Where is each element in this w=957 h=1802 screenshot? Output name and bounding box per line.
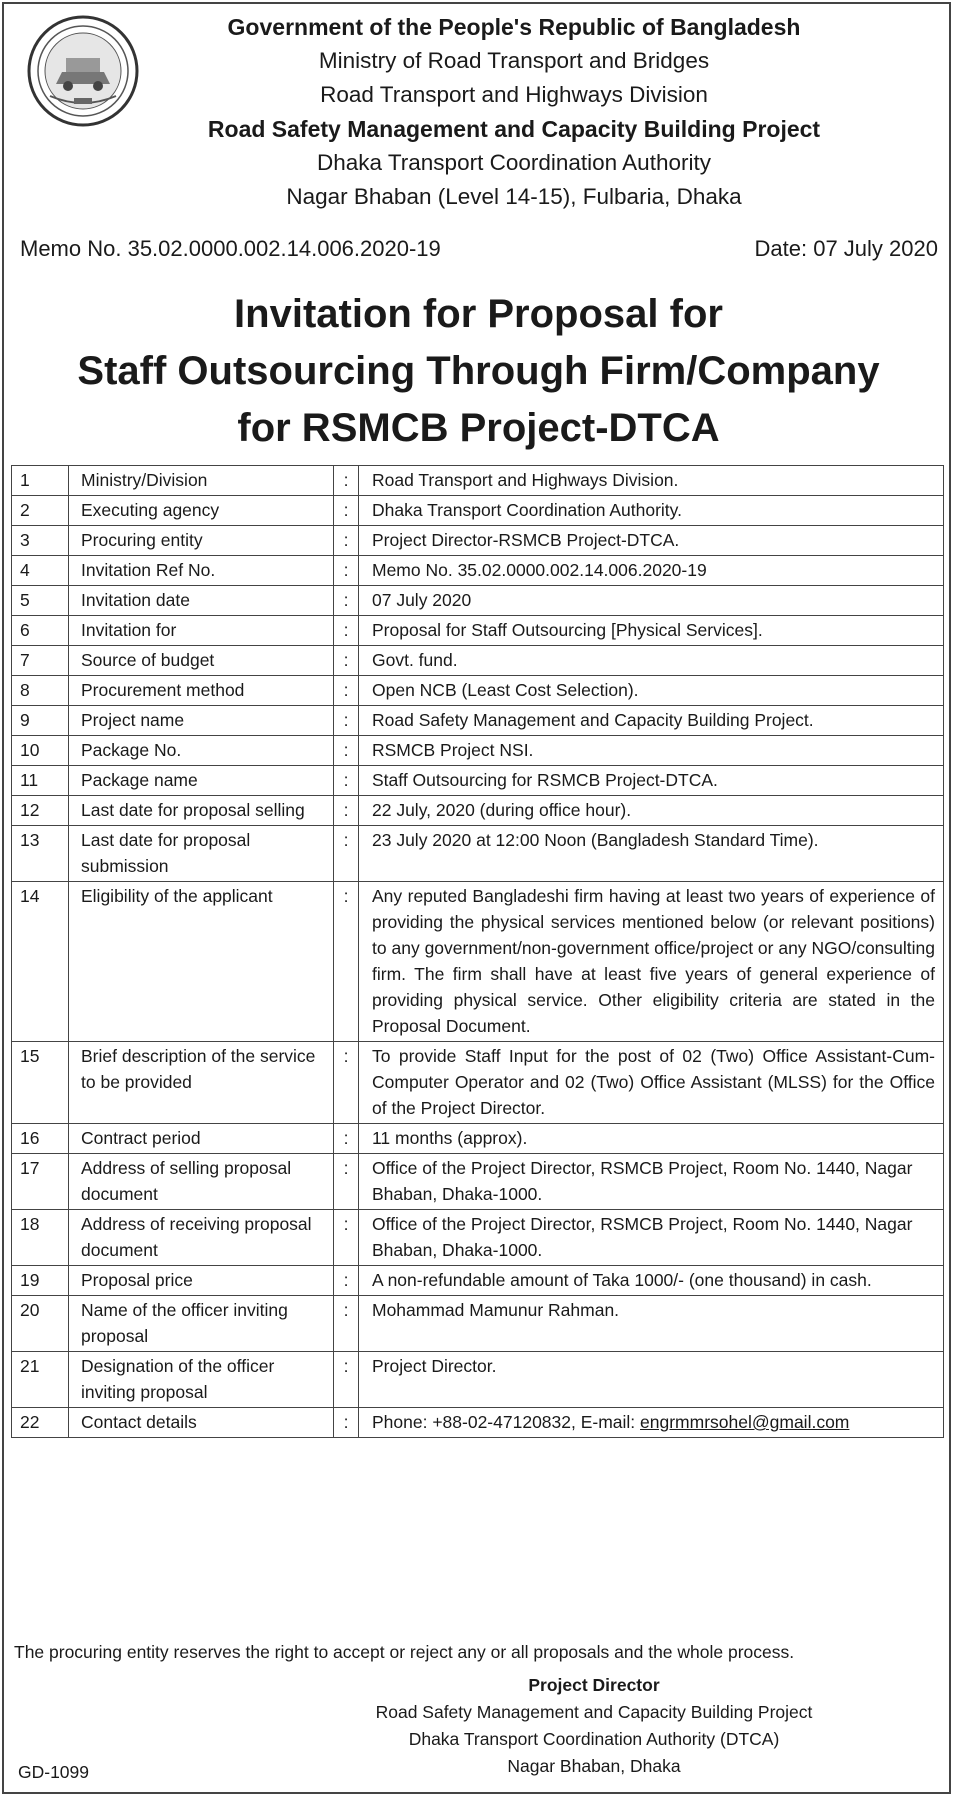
gd-code: GD-1099: [18, 1762, 90, 1782]
row-label: Designation of the officer inviting proposal: [69, 1352, 334, 1408]
row-label: Package name: [69, 766, 334, 796]
contact-email-link[interactable]: engrmmrsohel@gmail.com: [640, 1412, 850, 1432]
row-separator: :: [334, 466, 359, 496]
row-number: 9: [12, 706, 69, 736]
row-value: Staff Outsourcing for RSMCB Project-DTCA.: [359, 766, 944, 796]
row-label: Last date for proposal selling: [69, 796, 334, 826]
row-number: 16: [12, 1124, 69, 1154]
row-number: 13: [12, 826, 69, 882]
row-value: Road Transport and Highways Division.: [359, 466, 944, 496]
table-row: [12, 616, 944, 646]
row-value: Project Director-RSMCB Project-DTCA.: [359, 526, 944, 556]
row-value: To provide Staff Input for the post of 02 (Two) Office Assistant-Cum-Computer Operator and 02 (Two) Office Assistant (MLSS) for the Office of the Project Director.: [359, 1042, 944, 1124]
row-value: RSMCB Project NSI.: [359, 736, 944, 766]
table-row: [12, 882, 944, 1042]
row-separator: :: [334, 1210, 359, 1266]
ministry-name: Ministry of Road Transport and Bridges: [318, 48, 710, 73]
government-name: Government of the People's Republic of Bangladesh: [227, 14, 801, 40]
row-number: 19: [12, 1266, 69, 1296]
row-separator: :: [334, 1296, 359, 1352]
row-number: 10: [12, 736, 69, 766]
row-label: Ministry/Division: [69, 466, 334, 496]
signature-block: [304, 1672, 884, 1780]
letterhead: [154, 10, 874, 214]
row-value: A non-refundable amount of Taka 1000/- (one thousand) in cash.: [359, 1266, 944, 1296]
table-row: [12, 1352, 944, 1408]
title-line-3: for RSMCB Project-DTCA: [237, 406, 720, 450]
row-value: Any reputed Bangladeshi firm having at least two years of experience of providing the physical services mentioned below (or relevant positions) to any government/non-government office/project or any NGO/consulting firm. The firm shall have at least five years of general experience of providing physical service. Other eligibility criteria are stated in the Proposal Document.: [359, 882, 944, 1042]
row-separator: :: [334, 882, 359, 1042]
contact-phone: Phone: +88-02-47120832, E-mail:: [372, 1412, 641, 1432]
signatory-address: Nagar Bhaban, Dhaka: [507, 1756, 681, 1776]
row-separator: :: [334, 1266, 359, 1296]
row-number: 4: [12, 556, 69, 586]
table-row: [12, 1266, 944, 1296]
row-label: Executing agency: [69, 496, 334, 526]
row-number: 20: [12, 1296, 69, 1352]
row-separator: :: [334, 556, 359, 586]
title-line-1: Invitation for Proposal for: [234, 292, 723, 336]
row-value: Govt. fund.: [359, 646, 944, 676]
row-label: Name of the officer inviting proposal: [69, 1296, 334, 1352]
table-row: [12, 496, 944, 526]
row-number: 6: [12, 616, 69, 646]
table-row: [12, 826, 944, 882]
row-number: 3: [12, 526, 69, 556]
row-label: Invitation for: [69, 616, 334, 646]
row-value: Road Safety Management and Capacity Building Project.: [359, 706, 944, 736]
table-row: [12, 1042, 944, 1124]
table-row: [12, 706, 944, 736]
row-separator: :: [334, 826, 359, 882]
table-row: [12, 526, 944, 556]
notice-page: [2, 2, 951, 1794]
row-value: 07 July 2020: [359, 586, 944, 616]
row-separator: :: [334, 796, 359, 826]
row-value: Project Director.: [359, 1352, 944, 1408]
row-separator: :: [334, 1124, 359, 1154]
memo-number: Memo No. 35.02.0000.002.14.006.2020-19: [20, 236, 441, 261]
row-label: Eligibility of the applicant: [69, 882, 334, 1042]
table-row: [12, 466, 944, 496]
signatory-authority: Dhaka Transport Coordination Authority (DTCA): [408, 1729, 780, 1749]
row-number: 5: [12, 586, 69, 616]
row-number: 1: [12, 466, 69, 496]
table-row: [12, 586, 944, 616]
row-separator: :: [334, 766, 359, 796]
row-label: Procurement method: [69, 676, 334, 706]
row-separator: :: [334, 676, 359, 706]
table-row: [12, 766, 944, 796]
reservation-note: The procuring entity reserves the right to accept or reject any or all proposals and the whole process.: [14, 1642, 795, 1662]
authority-name: Dhaka Transport Coordination Authority: [317, 150, 711, 175]
row-separator: :: [334, 586, 359, 616]
contact-details-cell: [359, 1408, 944, 1438]
row-separator: :: [334, 616, 359, 646]
row-value: Memo No. 35.02.0000.002.14.006.2020-19: [359, 556, 944, 586]
row-number: 11: [12, 766, 69, 796]
office-address: Nagar Bhaban (Level 14-15), Fulbaria, Dhaka: [286, 184, 742, 209]
row-label: Invitation Ref No.: [69, 556, 334, 586]
row-label: Package No.: [69, 736, 334, 766]
row-number: 12: [12, 796, 69, 826]
row-label: Last date for proposal submission: [69, 826, 334, 882]
row-label: Procuring entity: [69, 526, 334, 556]
row-number: 22: [12, 1408, 69, 1438]
row-number: 14: [12, 882, 69, 1042]
row-value: Mohammad Mamunur Rahman.: [359, 1296, 944, 1352]
table-row: [12, 1210, 944, 1266]
row-label: Project name: [69, 706, 334, 736]
table-row: [12, 1408, 944, 1438]
row-number: 7: [12, 646, 69, 676]
row-label: Invitation date: [69, 586, 334, 616]
table-row: [12, 1124, 944, 1154]
row-number: 2: [12, 496, 69, 526]
row-value: 23 July 2020 at 12:00 Noon (Bangladesh Standard Time).: [359, 826, 944, 882]
project-name: Road Safety Management and Capacity Building Project: [207, 116, 821, 142]
row-value: Proposal for Staff Outsourcing [Physical Services].: [359, 616, 944, 646]
row-separator: :: [334, 736, 359, 766]
table-row: [12, 676, 944, 706]
row-number: 8: [12, 676, 69, 706]
row-value: Office of the Project Director, RSMCB Project, Room No. 1440, Nagar Bhaban, Dhaka-1000.: [359, 1210, 944, 1266]
row-separator: :: [334, 646, 359, 676]
table-row: [12, 556, 944, 586]
row-value: 11 months (approx).: [359, 1124, 944, 1154]
notice-title: [14, 286, 943, 457]
row-separator: :: [334, 1408, 359, 1438]
signatory-project: Road Safety Management and Capacity Building Project: [375, 1702, 813, 1722]
government-seal-icon: [26, 14, 140, 128]
signatory-title: Project Director: [528, 1675, 660, 1695]
row-number: 21: [12, 1352, 69, 1408]
row-label: Proposal price: [69, 1266, 334, 1296]
row-separator: :: [334, 1042, 359, 1124]
row-separator: :: [334, 1154, 359, 1210]
division-name: Road Transport and Highways Division: [320, 82, 708, 107]
row-label: Address of receiving proposal document: [69, 1210, 334, 1266]
row-value: Open NCB (Least Cost Selection).: [359, 676, 944, 706]
row-label: Contact details: [69, 1408, 334, 1438]
row-number: 17: [12, 1154, 69, 1210]
row-label: Source of budget: [69, 646, 334, 676]
title-line-2: Staff Outsourcing Through Firm/Company: [77, 349, 880, 393]
table-row: [12, 736, 944, 766]
row-label: Contract period: [69, 1124, 334, 1154]
row-value: Dhaka Transport Coordination Authority.: [359, 496, 944, 526]
row-value: Office of the Project Director, RSMCB Project, Room No. 1440, Nagar Bhaban, Dhaka-1000.: [359, 1154, 944, 1210]
row-number: 15: [12, 1042, 69, 1124]
table-row: [12, 1154, 944, 1210]
row-separator: :: [334, 496, 359, 526]
table-row: [12, 1296, 944, 1352]
row-separator: :: [334, 1352, 359, 1408]
row-separator: :: [334, 526, 359, 556]
row-label: Address of selling proposal document: [69, 1154, 334, 1210]
memo-date: Date: 07 July 2020: [754, 236, 938, 261]
row-separator: :: [334, 706, 359, 736]
details-table: [11, 465, 944, 1438]
table-row: [12, 796, 944, 826]
table-row: [12, 646, 944, 676]
row-number: 18: [12, 1210, 69, 1266]
row-value: 22 July, 2020 (during office hour).: [359, 796, 944, 826]
row-label: Brief description of the service to be provided: [69, 1042, 334, 1124]
